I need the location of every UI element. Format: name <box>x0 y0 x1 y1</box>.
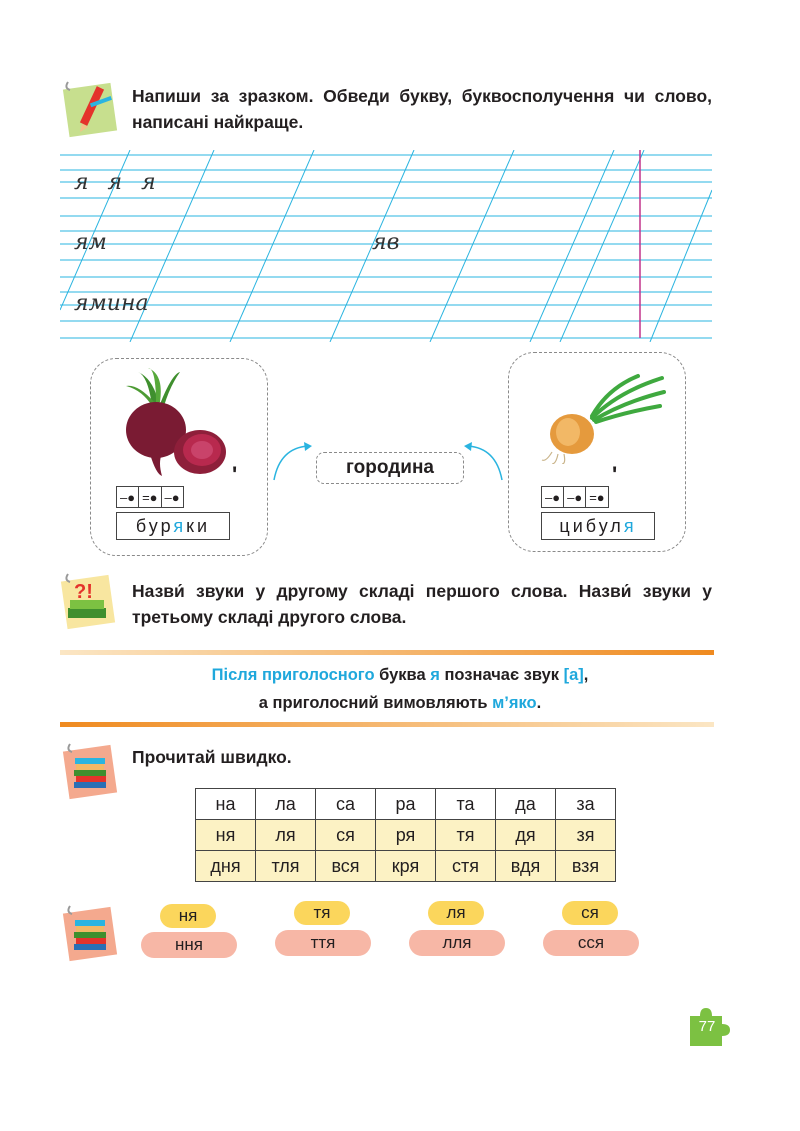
arrow-left-icon <box>268 440 314 482</box>
sound-scheme-right <box>541 486 609 508</box>
scheme-cell: –● <box>161 487 183 508</box>
syllable-cell: вдя <box>496 851 556 882</box>
word-part: ки <box>186 516 211 536</box>
pill-soft-syllable: тя <box>294 901 350 925</box>
pill-soft-syllable: ля <box>428 901 484 925</box>
handwriting-row2a: ям <box>74 230 107 255</box>
rule-part: Після приголосного <box>211 666 375 684</box>
svg-text:?!: ?! <box>74 581 93 603</box>
pill-double-syllable: сся <box>543 930 639 956</box>
syllable-cell: са <box>316 789 376 820</box>
syllable-cell: ла <box>256 789 316 820</box>
rule-part: , <box>583 666 589 684</box>
handwriting-row2b: яв <box>372 230 400 255</box>
page-number: 77 <box>698 1018 716 1035</box>
pill-double-syllable: лля <box>409 930 505 956</box>
syllable-cell: за <box>556 789 616 820</box>
word-vowel: я <box>173 516 187 536</box>
syllable-cell: ня <box>196 820 256 851</box>
syllable-table <box>195 788 616 882</box>
syllable-cell: тля <box>256 851 316 882</box>
category-label: городина <box>345 457 434 478</box>
pill-double-syllable: ття <box>275 930 371 956</box>
syllable-cell: дня <box>196 851 256 882</box>
rule-part: буква <box>374 666 431 684</box>
accent-mark-right: ' <box>612 462 618 487</box>
rule-part: м’яко <box>492 694 537 712</box>
arrow-right-icon <box>462 440 508 482</box>
handwriting-row3: ямина <box>74 291 149 316</box>
accent-mark-left: ' <box>232 462 238 487</box>
syllable-cell: зя <box>556 820 616 851</box>
word-part: бур <box>135 516 174 536</box>
syllable-cell: стя <box>436 851 496 882</box>
rule-top-bar <box>60 650 714 655</box>
syllable-cell: кря <box>376 851 436 882</box>
rule-part: я <box>430 666 440 684</box>
pill-soft-syllable: ня <box>160 904 216 928</box>
table-row <box>196 820 616 851</box>
syllable-cell: вся <box>316 851 376 882</box>
books-icon <box>60 902 122 964</box>
syllable-cell: на <box>196 789 256 820</box>
word-vowel: я <box>623 516 637 536</box>
scheme-cell: =● <box>139 487 161 508</box>
task3-instruction: Прочитай швидко. <box>132 747 292 767</box>
word-onion <box>541 512 655 540</box>
rule-line2 <box>0 690 800 716</box>
syllable-cell: да <box>496 789 556 820</box>
table-row <box>196 851 616 882</box>
rule-part: позначає звук <box>439 666 564 684</box>
rule-part: . <box>536 694 542 712</box>
question-book-icon <box>58 572 120 634</box>
books-icon <box>60 740 122 802</box>
syllable-cell: ря <box>376 820 436 851</box>
scheme-cell: =● <box>586 487 608 508</box>
table-row <box>196 789 616 820</box>
word-part: цибул <box>559 516 624 536</box>
word-beetroot <box>116 512 230 540</box>
handwriting-row1: я я я <box>74 170 162 195</box>
syllable-cell: ля <box>256 820 316 851</box>
rule-part: а приголосний вимовляють <box>258 694 493 712</box>
syllable-cell: ра <box>376 789 436 820</box>
syllable-cell: дя <box>496 820 556 851</box>
rule-line1 <box>0 662 800 688</box>
onion-image <box>538 372 666 464</box>
pencil-task-icon <box>60 78 122 140</box>
scheme-cell: –● <box>542 487 564 508</box>
rule-bottom-bar <box>60 722 714 727</box>
scheme-cell: –● <box>564 487 586 508</box>
pill-double-syllable: ння <box>141 932 237 958</box>
task1-instruction: Напиши за зразком. Обведи букву, буквосполучення чи слово, написані найкраще. <box>132 86 712 132</box>
rule-part: [а] <box>563 666 584 684</box>
syllable-cell: тя <box>436 820 496 851</box>
syllable-cell: та <box>436 789 496 820</box>
scheme-cell: –● <box>117 487 139 508</box>
beetroot-image <box>118 366 230 478</box>
syllable-cell: взя <box>556 851 616 882</box>
syllable-cell: ся <box>316 820 376 851</box>
pill-soft-syllable: ся <box>562 901 618 925</box>
sound-scheme-left <box>116 486 184 508</box>
task2-instruction: Назви́ звуки у другому складі першого слова. Назви́ звуки у третьому складі другого слова. <box>132 581 712 627</box>
